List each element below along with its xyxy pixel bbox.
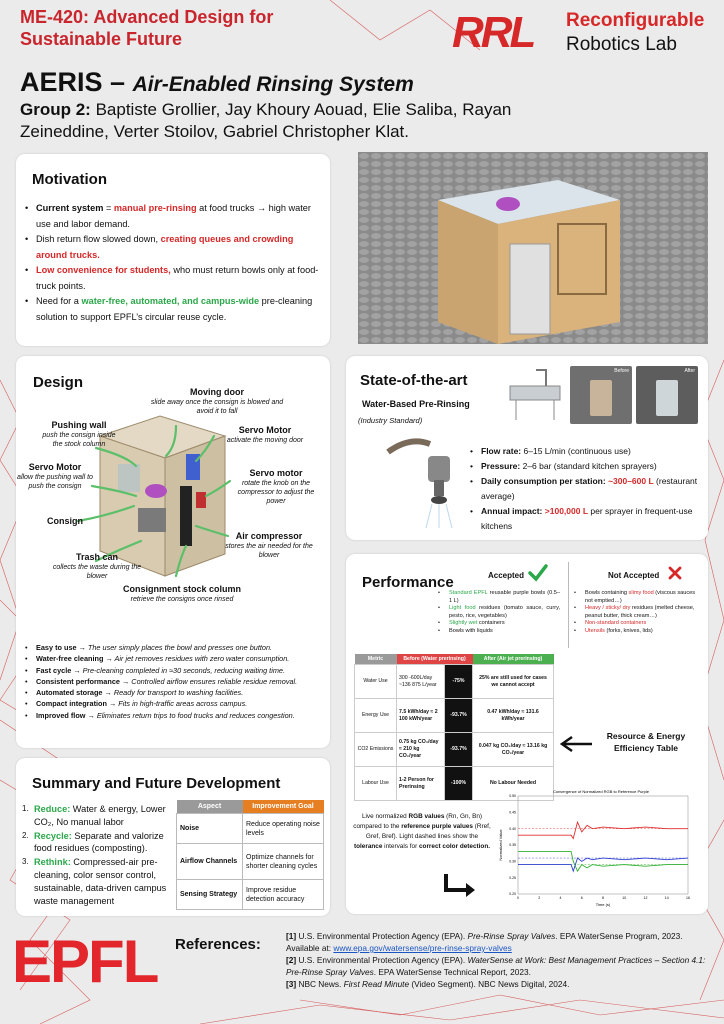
b4-rest: pre-cleaning solution to support EPFL’s circular reuse cycle. xyxy=(36,296,313,322)
future-table xyxy=(176,800,324,910)
not-accepted-rest: (viscous sauces not emptied…) xyxy=(585,590,696,604)
cell-metric: Labour Use xyxy=(355,767,397,801)
label-desc: retrieve the consigns once rinsed xyxy=(130,596,234,603)
efficiency-table xyxy=(354,654,554,801)
reference-link[interactable]: www.epa.gov/watersense/pre-rinse-spray-valves xyxy=(333,943,512,953)
sota-item-lead: Daily consumption per station: xyxy=(481,476,606,486)
rgb-convergence-chart xyxy=(496,786,696,908)
sota-item-lead: Annual impact: xyxy=(481,506,543,516)
feature-lead: Automated storage → xyxy=(36,688,112,698)
summary-rest: Water & energy, Lower CO₂, No manual labor xyxy=(34,804,166,827)
th-before: Before (Water prerinsing) xyxy=(397,654,473,665)
sota-item-lead: Pressure: xyxy=(481,461,521,471)
rgb-text: intervals for xyxy=(382,843,419,850)
cell-after: 0.47 kWh/day ≈ 131.6 kWh/year xyxy=(473,699,554,733)
motivation-title: Motivation xyxy=(32,171,107,188)
label-name: Servo motor xyxy=(249,468,303,478)
th-after: After (Air jet prerinsing) xyxy=(473,654,554,665)
group-members xyxy=(20,99,580,143)
references-list xyxy=(286,930,712,990)
ref-text: U.S. Environmental Protection Agency (EPA). xyxy=(296,931,468,941)
label-desc: stores the air needed for the blower xyxy=(225,543,313,559)
product-photo-illustration xyxy=(358,152,708,344)
x-tick-label: 2 xyxy=(538,896,541,900)
label-desc: allow the pushing wall to push the consign xyxy=(17,474,93,490)
ref-num: [2] xyxy=(286,955,297,965)
sota-item-val: 6–15 L/min (continuous use) xyxy=(521,446,631,456)
after-photo xyxy=(636,366,698,424)
label-moving-door xyxy=(148,387,286,416)
rgb-text: tolerance xyxy=(353,843,383,850)
feature-desc: Controlled airflow ensures reliable residue removal. xyxy=(129,676,298,686)
group-label: Group 2: xyxy=(20,100,91,119)
accepted-item xyxy=(438,628,560,636)
b1-highlight: manual pre-rinsing xyxy=(113,203,197,213)
feature-item xyxy=(25,710,325,721)
dirty-jar xyxy=(590,380,612,416)
bent-arrow-icon xyxy=(442,872,478,898)
label-desc: activate the moving door xyxy=(226,437,304,444)
sota-item-rest: (restaurant average) xyxy=(481,476,698,501)
performance-title: Performance xyxy=(362,574,454,591)
cell-after: 25% are still used for cases we cannot accept xyxy=(473,665,554,699)
product-photo xyxy=(358,152,708,344)
x-tick-label: 0 xyxy=(517,896,519,900)
ref-num: [3] xyxy=(286,979,297,989)
table-row xyxy=(355,699,554,733)
rgb-text: (Rn, Gn, Bn) compared to the xyxy=(353,813,483,830)
not-accepted-item xyxy=(574,628,704,636)
cell-after: No Labour Needed xyxy=(473,767,554,801)
feature-list xyxy=(25,642,325,721)
after-label: After xyxy=(684,368,695,374)
sota-subtitle2: (Industry Standard) xyxy=(358,416,423,425)
feature-desc: Pre-cleaning completed in ≈30 seconds, reducing waiting time. xyxy=(80,665,285,675)
label-desc: collects the waste during the blower xyxy=(52,564,142,580)
project-title xyxy=(20,66,414,101)
sota-card xyxy=(346,356,708,540)
not-accepted-hl: Non-standard containers xyxy=(585,620,647,627)
table-row xyxy=(177,814,324,844)
ref-text: U.S. Environmental Protection Agency (EPA). xyxy=(296,955,468,965)
x-tick-label: 8 xyxy=(602,896,604,900)
sota-item-lead: Flow rate: xyxy=(481,446,522,456)
label-air-compressor xyxy=(216,531,322,560)
feature-lead: Consistent performance → xyxy=(36,676,130,686)
not-accepted-title: Not Accepted xyxy=(608,571,660,580)
ref-title: WaterSense at Work: Best Management Practices – Section 4.1: Pre-Rinse Spray Valves xyxy=(286,955,706,977)
label-stock-column xyxy=(114,584,250,604)
ref-text: (Video Segment). NBC News Digital, 2024. xyxy=(409,979,570,989)
summary-card xyxy=(16,758,330,916)
cell-aspect: Airflow Channels xyxy=(177,844,243,880)
x-tick-label: 4 xyxy=(559,896,562,900)
th-metric: Metric xyxy=(355,654,397,665)
sota-item-highlight: ~300–600 L xyxy=(608,476,654,486)
accepted-title: Accepted xyxy=(488,571,525,580)
sota-subtitle: Water-Based Pre-Rinsing xyxy=(362,399,470,409)
cell-change: -93.7% xyxy=(445,733,473,767)
not-accepted-item xyxy=(574,620,704,628)
rgb-text: reference purple values xyxy=(401,823,473,830)
not-accepted-pre: Bowls containing xyxy=(585,590,629,596)
accepted-item xyxy=(438,620,560,628)
rgb-text: correct color detection. xyxy=(418,843,491,850)
accepted-rest: containers xyxy=(477,620,505,627)
motivation-item xyxy=(25,232,323,263)
not-accepted-hl: Heavy / sticky/ dry xyxy=(585,605,631,612)
feature-desc: Ready for transport to washing facilities. xyxy=(111,688,244,698)
feature-desc: The user simply places the bowl and presses one button. xyxy=(85,643,273,652)
th-goal: Improvement Goal xyxy=(243,800,324,814)
label-name: Servo Motor xyxy=(238,425,292,435)
accepted-hl: Slightly wet xyxy=(449,620,478,627)
ref-title: First Read Minute xyxy=(343,979,410,989)
label-servo-door xyxy=(216,425,314,445)
summary-title: Summary and Future Development xyxy=(32,775,281,792)
table-caption: Resource & Energy Efficiency Table xyxy=(606,731,686,753)
spray-valve-image xyxy=(380,434,460,530)
summary-num: 1. xyxy=(22,804,29,813)
cell-before: 1-2 Person for Prerinsing xyxy=(397,767,445,801)
feature-desc: Eliminates return trips to food trucks and reduces congestion. xyxy=(94,710,295,720)
accepted-hl: Light food xyxy=(449,605,476,612)
summary-hl: Reduce: xyxy=(34,804,71,814)
y-tick-label: 0.25 xyxy=(509,875,516,880)
sota-list xyxy=(470,444,702,534)
sota-item-highlight: >100,000 L xyxy=(544,506,589,516)
label-name: Air compressor xyxy=(235,531,303,541)
rrl-logo-letters: RRL xyxy=(452,8,534,57)
summary-rest: Compressed-air pre-cleaning, color sensor control, sustainable, data-driven campus waste management xyxy=(34,857,167,906)
cell-aspect: Sensing Strategy xyxy=(177,880,243,910)
reference-item xyxy=(286,954,712,978)
chart-title: Convergence of Normalized RGB to Reference Purple xyxy=(552,789,650,794)
b4-pre: Need for a xyxy=(36,296,82,306)
b1-eq: = xyxy=(103,203,114,213)
cell-before: 0.75 kg CO₂/day ≈ 210 kg CO₂/year xyxy=(397,733,445,767)
label-name: Trash can xyxy=(75,552,119,562)
summary-item xyxy=(22,803,174,829)
accept-divider xyxy=(568,562,569,648)
cell-before: 7.5 kWh/day ≈ 2 100 kWh/year xyxy=(397,699,445,733)
feature-lead: Easy to use → xyxy=(36,643,86,652)
b2-pre: Dish return flow slowed down, xyxy=(36,234,161,244)
sota-item xyxy=(470,459,702,474)
accepted-item xyxy=(438,605,560,620)
feature-item xyxy=(25,653,325,664)
course-title: ME-420: Advanced Design for Sustainable Future xyxy=(20,7,274,49)
design-card xyxy=(16,356,330,748)
design-title: Design xyxy=(33,374,84,391)
feature-item xyxy=(25,687,325,698)
title-dash: – xyxy=(102,67,133,97)
check-icon xyxy=(528,564,548,582)
reference-item xyxy=(286,978,712,990)
sota-item-rest: per sprayer in frequent-use kitchens xyxy=(481,506,693,531)
feature-item xyxy=(25,676,325,687)
label-name: Consignment stock column xyxy=(122,584,241,594)
summary-num: 2. xyxy=(22,830,29,840)
label-pushing-wall xyxy=(37,420,121,449)
feature-item xyxy=(25,698,325,709)
b3-highlight: Low convenience for students, xyxy=(36,265,171,275)
feature-lead: Improved flow → xyxy=(36,710,95,720)
label-name: Moving door xyxy=(190,387,244,397)
ref-text: NBC News. xyxy=(296,979,344,989)
x-axis-label: Time (s) xyxy=(595,902,611,907)
feature-desc: Air jet removes residues with zero water consumption. xyxy=(112,654,290,664)
rgb-text: Live normalized xyxy=(361,813,409,820)
label-name: Pushing wall xyxy=(51,420,107,430)
accepted-rest: residues (tomato sauce, curry, pesto, rice, vegetables) xyxy=(449,605,561,619)
lab-name-line2: Robotics Lab xyxy=(566,34,677,55)
clean-jar xyxy=(656,380,678,416)
label-desc: rotate the knob on the compressor to adjust the power xyxy=(237,480,315,505)
not-accepted-hl: Utensils xyxy=(585,627,605,634)
summary-item xyxy=(22,830,174,856)
label-servo-compressor xyxy=(228,468,324,506)
motivation-item xyxy=(25,263,323,294)
motivation-card xyxy=(16,154,330,346)
rgb-text: RGB values xyxy=(408,813,445,820)
x-tick-label: 16 xyxy=(686,896,690,900)
cell-change: -75% xyxy=(445,665,473,699)
accepted-rest: Bowls with liquids xyxy=(449,627,493,634)
label-servo-wall xyxy=(16,462,94,491)
feature-lead: Water-free cleaning → xyxy=(36,654,113,664)
b4-highlight: water-free, automated, and campus-wide xyxy=(81,296,260,306)
sota-title: State-of-the-art xyxy=(360,372,468,389)
cell-change: -100% xyxy=(445,767,473,801)
x-tick-label: 10 xyxy=(622,896,627,900)
label-desc: slide away once the consign is blowed and avoid it to fall xyxy=(150,399,284,415)
project-name: AERIS xyxy=(20,67,103,97)
y-tick-label: 0.45 xyxy=(509,810,516,815)
table-row xyxy=(355,665,554,699)
label-desc: push the consign inside the stock column xyxy=(42,432,116,448)
summary-list xyxy=(22,803,174,907)
motivation-item xyxy=(25,294,323,325)
reference-item xyxy=(286,930,712,954)
not-accepted-hl: slimy food xyxy=(628,590,654,596)
series-line xyxy=(518,852,688,872)
ref-num: [1] xyxy=(286,931,297,941)
th-aspect: Aspect xyxy=(177,800,243,814)
table-row xyxy=(355,733,554,767)
before-photo xyxy=(570,366,632,424)
sink-image xyxy=(506,364,566,422)
b1-rest: at food trucks → high water use and labor demand. xyxy=(36,203,311,229)
summary-item xyxy=(22,856,174,907)
not-accepted-item xyxy=(574,605,704,620)
y-tick-label: 0.35 xyxy=(509,843,516,848)
before-label: Before xyxy=(614,368,629,374)
b3-rest: who must return bowls only at food-truck points. xyxy=(36,265,319,291)
x-tick-label: 12 xyxy=(643,896,648,900)
sota-item xyxy=(470,504,702,534)
label-consign xyxy=(40,516,90,527)
y-tick-label: 0.30 xyxy=(509,859,516,864)
feature-desc: Fits in high-traffic areas across campus. xyxy=(116,699,248,709)
motivation-list xyxy=(25,201,323,325)
plot-area xyxy=(518,796,688,894)
cell-goal: Improve residue detection accuracy xyxy=(243,880,324,910)
cell-metric: Water Use xyxy=(355,665,397,699)
accepted-hl: Standard EPFL xyxy=(449,590,488,596)
project-subtitle: Air-Enabled Rinsing System xyxy=(132,73,414,96)
accepted-list xyxy=(438,590,560,636)
ref-text: . EPA WaterSense Technical Report, 2023. xyxy=(373,967,531,977)
cell-aspect: Noise xyxy=(177,814,243,844)
not-accepted-list xyxy=(574,590,704,636)
lab-name-line1: Reconfigurable xyxy=(566,10,705,31)
cell-change: -93.7% xyxy=(445,699,473,733)
feature-lead: Compact integration → xyxy=(36,699,117,709)
motivation-item xyxy=(25,201,323,232)
members-list: Baptiste Grollier, Jay Khoury Aouad, Elie Saliba, Rayan Zeineddine, Verter Stoilov, Gabriel Christopher Klat. xyxy=(20,100,512,141)
table-row xyxy=(177,880,324,910)
not-accepted-item xyxy=(574,590,704,605)
x-tick-label: 14 xyxy=(664,896,669,900)
sota-item xyxy=(470,474,702,504)
ref-title: Pre-Rinse Spray Valves xyxy=(467,931,556,941)
sota-item-val: 2–6 bar (standard kitchen sprayers) xyxy=(520,461,657,471)
accepted-item xyxy=(438,590,560,605)
left-arrow-icon xyxy=(558,734,594,754)
series-line xyxy=(518,822,688,838)
epfl-logo: EPFL xyxy=(12,928,158,995)
rgb-caption xyxy=(352,812,492,852)
cell-after: 0.047 kg CO₂/day ≈ 13.16 kg CO₂/year xyxy=(473,733,554,767)
cell-metric: CO2 Emissions xyxy=(355,733,397,767)
summary-num: 3. xyxy=(22,857,29,867)
performance-card xyxy=(346,554,708,914)
b2-highlight: creating queues and crowding around trucks. xyxy=(36,234,294,260)
cell-metric: Energy Use xyxy=(355,699,397,733)
cell-goal: Reduce operating noise levels xyxy=(243,814,324,844)
label-trash-can xyxy=(52,552,142,581)
not-accepted-rest: (forks, knives, lids) xyxy=(604,627,653,634)
feature-item xyxy=(25,642,325,653)
ref-text: . EPA WaterSense Program, 2023. Available at: xyxy=(286,931,683,953)
y-tick-label: 0.50 xyxy=(509,794,516,799)
cell-before: 300 -600L/day ~136 875 L/year xyxy=(397,665,445,699)
y-tick-label: 0.40 xyxy=(509,826,516,831)
y-tick-label: 0.20 xyxy=(509,892,516,897)
rgb-text: (Rref, Gref, Bref). Light dashed lines show the xyxy=(365,823,491,840)
feature-item xyxy=(25,665,325,676)
summary-hl: Rethink: xyxy=(34,857,71,868)
cell-goal: Optimize channels for shorter cleaning cycles xyxy=(243,844,324,880)
accepted-rest: reusable purple bowls (0.5–1 L) xyxy=(449,590,560,604)
not-accepted-rest: residues (melted cheese, peanut butter, thick cream…) xyxy=(585,605,695,619)
label-name: Servo Motor xyxy=(28,462,82,472)
sota-item xyxy=(470,444,702,459)
x-tick-label: 6 xyxy=(580,896,583,900)
y-axis-label: Normalized Value xyxy=(498,829,503,861)
table-row xyxy=(177,844,324,880)
feature-lead: Fast cycle → xyxy=(36,665,81,675)
summary-rest: Separate and valorize food residues (composting). xyxy=(34,830,164,854)
summary-hl: Recycle: xyxy=(34,830,72,841)
references-title: References: xyxy=(175,936,261,953)
label-name: Consign xyxy=(47,516,83,526)
cross-icon xyxy=(668,566,682,580)
b1-lead: Current system xyxy=(36,203,104,213)
rrl-logo xyxy=(452,6,722,66)
